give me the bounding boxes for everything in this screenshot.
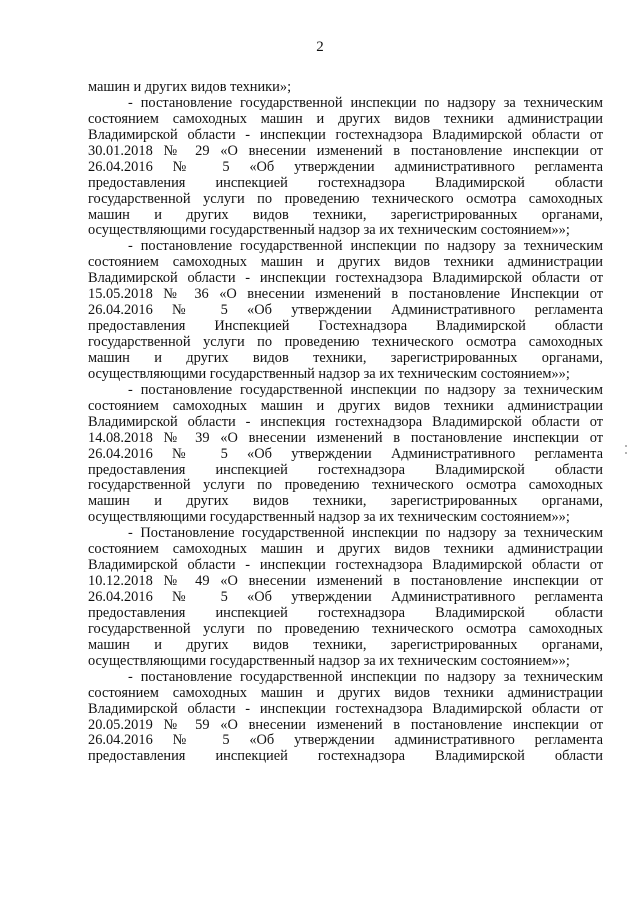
text-line: осуществляющими государственный надзор за их техническим состоянием»»; <box>88 222 570 239</box>
text-line: 15.05.2018 № 36 «О внесении изменений в постановление Инспекции от <box>88 286 603 303</box>
text-line: машин и других видов техники, зарегистрированных органами, <box>88 636 603 653</box>
text-line: предоставления Инспекцией Гостехнадзора Владимирской области <box>88 318 603 335</box>
text-line: Владимирской области - инспекции гостехнадзора Владимирской области от <box>88 126 603 143</box>
text-line: - постановление государственной инспекции по надзору за техническим <box>128 94 603 111</box>
text-line: предоставления инспекцией гостехнадзора Владимирской области <box>88 748 603 765</box>
text-line: 14.08.2018 № 39 «О внесении изменений в постановление инспекции от <box>88 429 603 446</box>
text-line: машин и других видов техники, зарегистрированных органами, <box>88 349 603 366</box>
text-line: государственной услуги по проведению технического осмотра самоходных <box>88 190 603 207</box>
text-line: предоставления инспекцией гостехнадзора Владимирской области <box>88 174 603 191</box>
text-line: государственной услуги по проведению технического осмотра самоходных <box>88 620 603 637</box>
text-line: Владимирской области - инспекции гостехнадзора Владимирской области от <box>88 270 603 287</box>
text-line: осуществляющими государственный надзор за их техническим состоянием»»; <box>88 652 570 669</box>
text-line: государственной услуги по проведению технического осмотра самоходных <box>88 334 603 350</box>
text-line: - Постановление государственной инспекции по надзору за техническим <box>128 525 603 542</box>
text-line: 10.12.2018 № 49 «О внесении изменений в постановление инспекции от <box>88 573 603 590</box>
text-line: 20.05.2019 № 59 «О внесении изменений в постановление инспекции от <box>88 716 603 733</box>
text-line: машин и других видов техники»; <box>88 79 292 95</box>
text-line: - постановление государственной инспекции по надзору за техническим <box>128 238 603 255</box>
text-line: - постановление государственной инспекции по надзору за техническим <box>128 381 603 398</box>
text-line: 26.04.2016 № 5 «Об утверждении Административного регламента <box>88 589 603 605</box>
text-line: состоянием самоходных машин и других видов техники администрации <box>88 397 603 414</box>
text-line: состоянием самоходных машин и других видов техники администрации <box>88 684 603 701</box>
text-line: машин и других видов техники, зарегистрированных органами, <box>88 493 603 510</box>
text-line: предоставления инспекцией гостехнадзора Владимирской области <box>88 461 603 478</box>
page-number: 2 <box>316 39 324 55</box>
document-body <box>88 80 603 765</box>
text-line: состоянием самоходных машин и других видов техники администрации <box>88 254 603 271</box>
text-line: Владимирской области - инспекции гостехнадзора Владимирской области от <box>88 557 603 574</box>
text-line: 30.01.2018 № 29 «О внесении изменений в постановление инспекции от <box>88 142 603 159</box>
text-line: Владимирской области - инспекция гостехнадзора Владимирской области от <box>88 413 603 430</box>
text-line: состоянием самоходных машин и других видов техники администрации <box>88 110 603 127</box>
text-line: предоставления инспекцией гостехнадзора Владимирской области <box>88 604 603 621</box>
text-line: - постановление государственной инспекции по надзору за техническим <box>128 668 603 685</box>
text-line: 26.04.2016 № 5 «Об утверждении административного регламента <box>88 732 603 749</box>
text-line: 26.04.2016 № 5 «Об утверждении Административного регламента <box>88 445 603 462</box>
text-line: 26.04.2016 № 5 «Об утверждении Административного регламента <box>88 302 603 319</box>
text-line: Владимирской области - инспекции гостехнадзора Владимирской области от <box>88 700 603 717</box>
text-line: состоянием самоходных машин и других видов техники администрации <box>88 541 603 558</box>
text-line: осуществляющими государственный надзор за их техническим состоянием»»; <box>88 509 570 526</box>
scan-artifact <box>625 452 627 454</box>
text-line: государственной услуги по проведению технического осмотра самоходных <box>88 477 603 494</box>
text-line: 26.04.2016 № 5 «Об утверждении административного регламента <box>88 158 603 175</box>
text-line: машин и других видов техники, зарегистрированных органами, <box>88 206 603 223</box>
text-line: осуществляющими государственный надзор за их техническим состоянием»»; <box>88 365 570 382</box>
scan-artifact <box>625 445 627 447</box>
